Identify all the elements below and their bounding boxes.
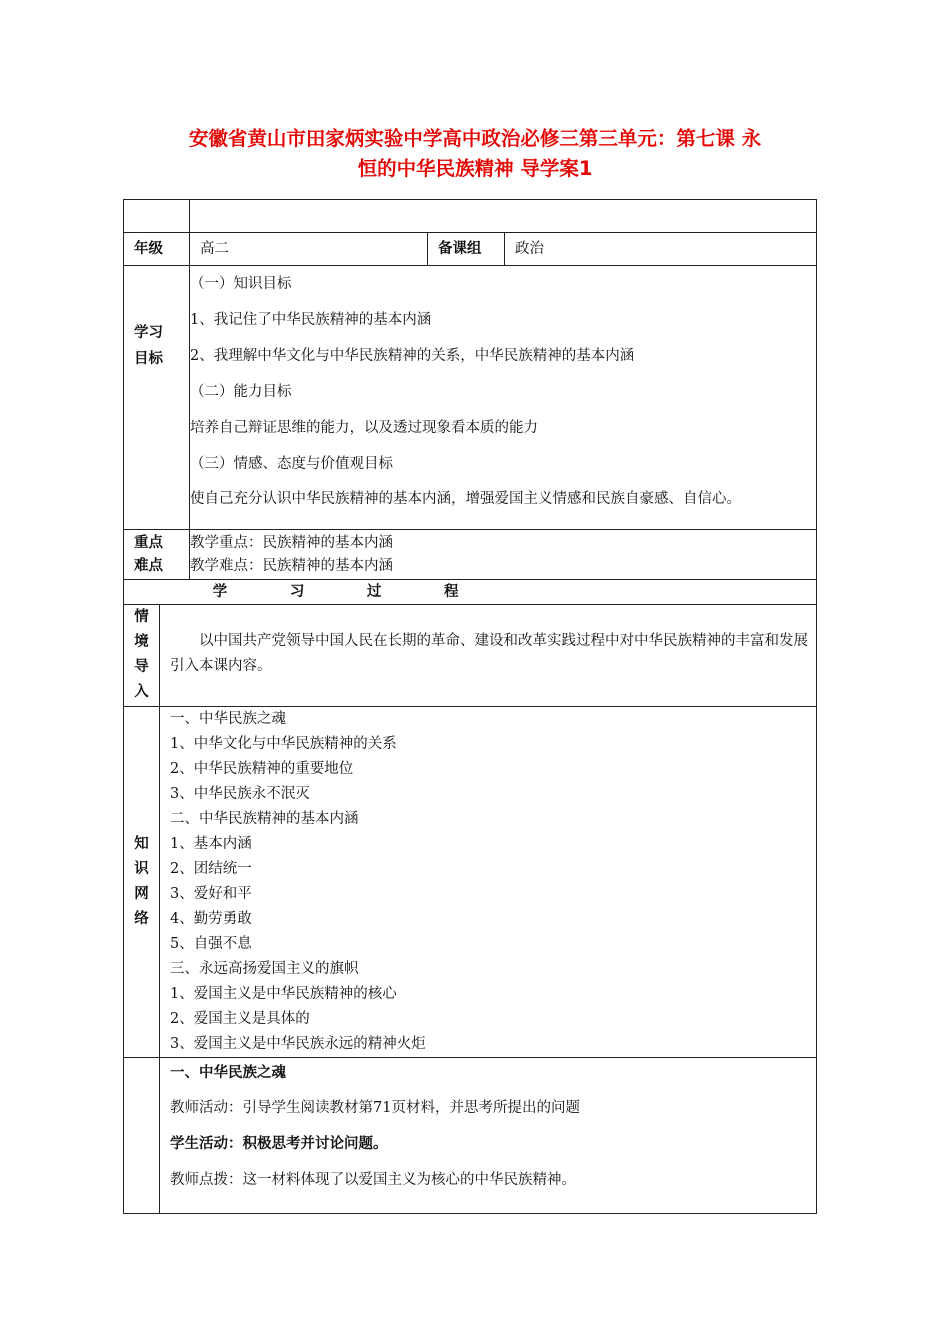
- process-char: 习: [289, 584, 305, 600]
- goals-label: [124, 266, 190, 530]
- goals-content: [190, 266, 817, 530]
- group-value: 政治: [505, 233, 817, 266]
- info-row: [124, 233, 817, 266]
- document-title: [100, 124, 850, 184]
- process-banner: [124, 580, 817, 605]
- key-points-label: [124, 530, 190, 580]
- knowledge-label-char: 知: [134, 836, 149, 852]
- goals-label-line-2: 目标: [134, 351, 163, 367]
- knowledge-row: [124, 707, 817, 1058]
- intro-text: 以中国共产党领导中国人民在长期的革命、建设和改革实践过程中对中华民族精神的丰富和发展引入本课内容。: [160, 605, 817, 707]
- key-points-content: [190, 530, 817, 580]
- knowledge-content: [160, 707, 817, 1058]
- title-line-1: 安徽省黄山市田家炳实验中学高中政治必修三第三单元：第七课 永: [188, 127, 762, 150]
- knowledge-item: 2、爱国主义是具体的: [170, 1011, 310, 1027]
- title-line-2: 恒的中华民族精神 导学案1: [357, 157, 593, 180]
- knowledge-item: 3、爱国主义是中华民族永远的精神火炬: [170, 1036, 426, 1052]
- goal-item: 2、我理解中华文化与中华民族精神的关系，中华民族精神的基本内涵: [190, 348, 635, 364]
- goal-item: （三）情感、态度与价值观目标: [190, 456, 393, 472]
- intro-row: [124, 605, 817, 707]
- activity-label-cell: [124, 1058, 160, 1214]
- student-activity: 学生活动：积极思考并讨论问题。: [170, 1136, 388, 1152]
- key-points-label-line-1: 重点: [134, 535, 163, 551]
- process-char: 过: [366, 584, 382, 600]
- teacher-activity: 教师活动：引导学生阅读教材第71页材料，并思考所提出的问题: [170, 1100, 580, 1116]
- knowledge-item: 3、中华民族永不泯灭: [170, 786, 310, 802]
- intro-label: [124, 605, 160, 707]
- goal-item: 培养自己辩证思维的能力，以及透过现象看本质的能力: [190, 420, 538, 436]
- key-points-label-line-2: 难点: [134, 558, 163, 574]
- knowledge-item: 1、基本内涵: [170, 836, 252, 852]
- goal-item: （一）知识目标: [190, 276, 292, 292]
- knowledge-label-char: 网: [134, 886, 149, 902]
- knowledge-label-char: 络: [134, 911, 149, 927]
- knowledge-item: 1、爱国主义是中华民族精神的核心: [170, 986, 397, 1002]
- activity-content: [160, 1058, 817, 1214]
- group-label: 备课组: [428, 233, 505, 266]
- knowledge-item: 2、中华民族精神的重要地位: [170, 761, 354, 777]
- activity-heading: 一、中华民族之魂: [170, 1065, 286, 1081]
- knowledge-item: 2、团结统一: [170, 861, 252, 877]
- intro-label-char: 导: [134, 659, 149, 675]
- goal-item: 使自己充分认识中华民族精神的基本内涵，增强爱国主义情感和民族自豪感、自信心。: [190, 491, 741, 507]
- teaching-focus: 教学重点：民族精神的基本内涵: [190, 535, 393, 551]
- knowledge-item: 3、爱好和平: [170, 886, 252, 902]
- knowledge-item: 二、中华民族精神的基本内涵: [170, 811, 359, 827]
- intro-label-char: 境: [134, 634, 149, 650]
- teaching-difficulty: 教学难点：民族精神的基本内涵: [190, 558, 393, 574]
- knowledge-item: 三、永远高扬爱国主义的旗帜: [170, 961, 359, 977]
- knowledge-item: 一、中华民族之魂: [170, 711, 286, 727]
- empty-header-row: [124, 200, 817, 233]
- knowledge-label: [124, 707, 160, 1058]
- key-points-row: [124, 530, 817, 580]
- intro-label-char: 情: [134, 609, 149, 625]
- intro-label-char: 入: [134, 684, 149, 700]
- process-char: 程: [443, 584, 459, 600]
- goal-item: 1、我记住了中华民族精神的基本内涵: [190, 312, 432, 328]
- activity-row: [124, 1058, 817, 1214]
- knowledge-item: 5、自强不息: [170, 936, 252, 952]
- process-char: 学: [212, 584, 228, 600]
- knowledge-label-char: 识: [134, 861, 149, 877]
- goals-label-line-1: 学习: [134, 325, 163, 341]
- teacher-comment: 教师点拨：这一材料体现了以爱国主义为核心的中华民族精神。: [170, 1172, 576, 1188]
- knowledge-item: 4、勤劳勇敢: [170, 911, 252, 927]
- grade-value: 高二: [190, 233, 428, 266]
- goals-row: [124, 266, 817, 530]
- goal-item: （二）能力目标: [190, 384, 292, 400]
- grade-label: 年级: [124, 233, 190, 266]
- lesson-plan-table: [123, 199, 817, 1214]
- process-banner-row: [124, 580, 817, 605]
- knowledge-item: 1、中华文化与中华民族精神的关系: [170, 736, 397, 752]
